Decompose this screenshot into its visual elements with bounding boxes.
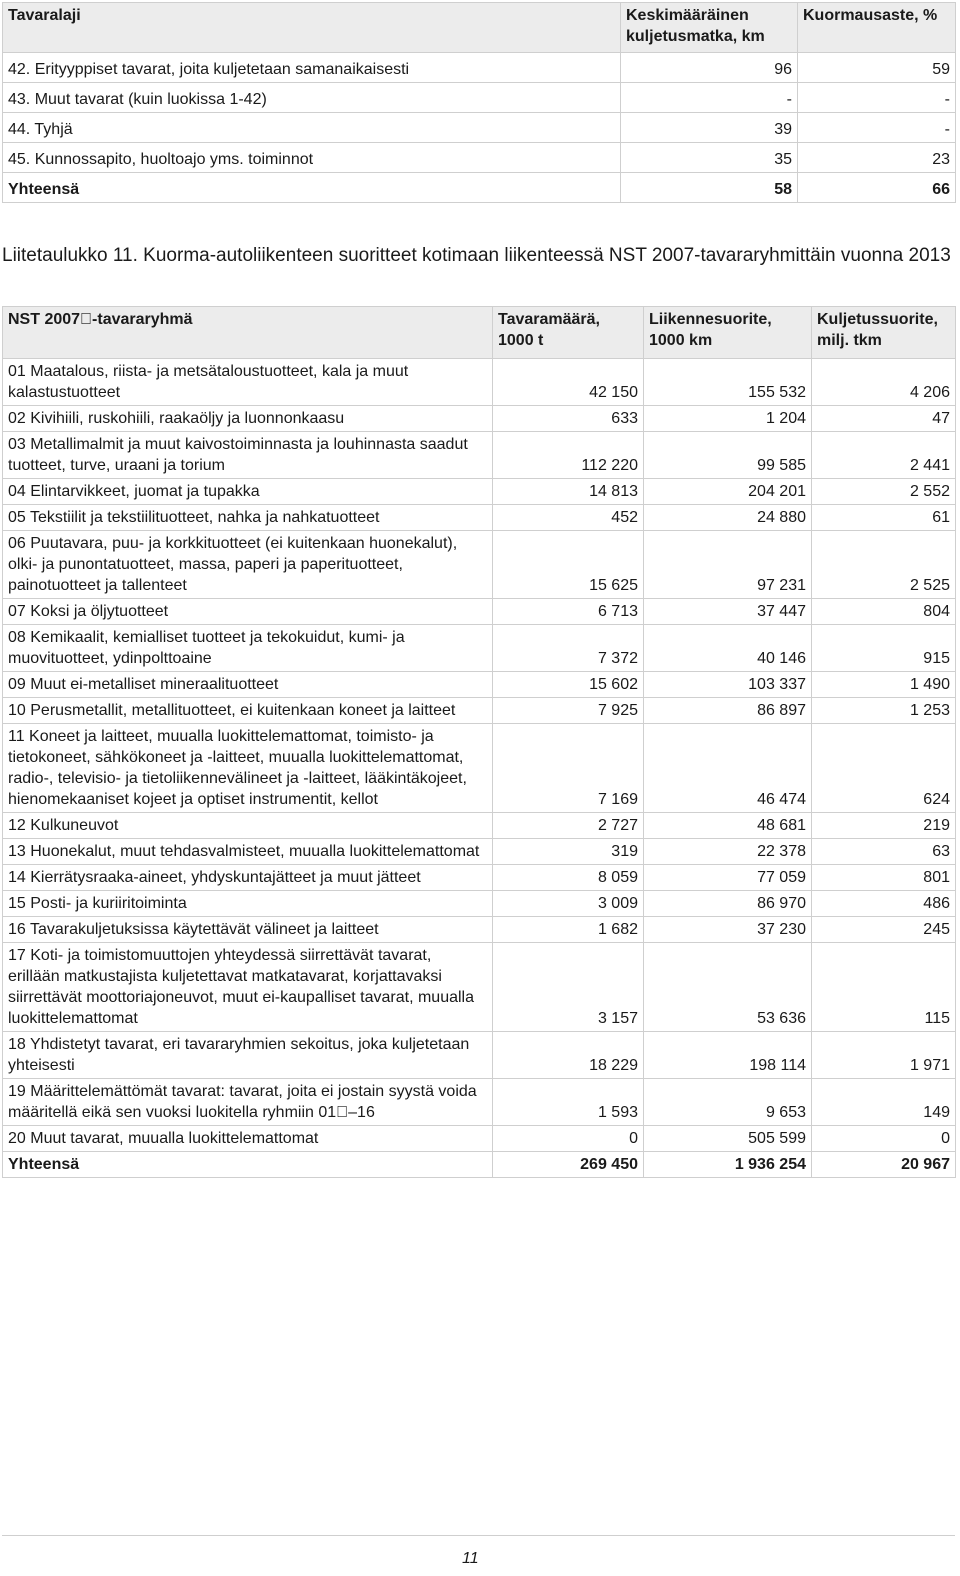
avg-distance-value: - xyxy=(621,83,798,113)
total-tonnage: 269 450 xyxy=(493,1152,644,1178)
vehicle-km-value: 48 681 xyxy=(644,813,812,839)
table-row xyxy=(3,1126,956,1152)
vehicle-km-value: 77 059 xyxy=(644,865,812,891)
tonne-km-value: 115 xyxy=(812,943,956,1032)
table-row xyxy=(3,406,956,432)
vehicle-km-value: 46 474 xyxy=(644,724,812,813)
goods-type-label: 42. Erityyppiset tavarat, joita kuljetetaan samanaikaisesti xyxy=(3,53,621,83)
tonnage-value: 14 813 xyxy=(493,479,644,505)
goods-type-label: 45. Kunnossapito, huoltoajo yms. toiminnot xyxy=(3,143,621,173)
total-row xyxy=(3,1152,956,1178)
vehicle-km-value: 53 636 xyxy=(644,943,812,1032)
table-row xyxy=(3,505,956,531)
load-factor-value: 59 xyxy=(798,53,956,83)
goods-type-label: 44. Tyhjä xyxy=(3,113,621,143)
table-row xyxy=(3,143,956,173)
tonne-km-value: 219 xyxy=(812,813,956,839)
tonnage-value: 3 009 xyxy=(493,891,644,917)
tonnage-value: 42 150 xyxy=(493,359,644,406)
nst-group-label: 18 Yhdistetyt tavarat, eri tavararyhmien sekoitus, joka kuljetetaan yhteisesti xyxy=(3,1032,493,1079)
vehicle-km-value: 86 970 xyxy=(644,891,812,917)
tonnage-value: 15 602 xyxy=(493,672,644,698)
tonnage-value: 8 059 xyxy=(493,865,644,891)
total-label: Yhteensä xyxy=(3,1152,493,1178)
tonnage-value: 112 220 xyxy=(493,432,644,479)
load-factor-value: - xyxy=(798,83,956,113)
vehicle-km-value: 198 114 xyxy=(644,1032,812,1079)
header-nst-group: NST 2007 -tavararyhmä xyxy=(3,307,493,359)
tonnage-value: 7 372 xyxy=(493,625,644,672)
header-vehicle-km: Liikennesuorite, 1000 km xyxy=(644,307,812,359)
nst-group-label: 07 Koksi ja öljytuotteet xyxy=(3,599,493,625)
total-tonne-km: 20 967 xyxy=(812,1152,956,1178)
vehicle-km-value: 97 231 xyxy=(644,531,812,599)
tonnage-value: 18 229 xyxy=(493,1032,644,1079)
tonne-km-value: 915 xyxy=(812,625,956,672)
total-row xyxy=(3,173,956,203)
tonne-km-value: 2 441 xyxy=(812,432,956,479)
tonnage-value: 2 727 xyxy=(493,813,644,839)
vehicle-km-value: 9 653 xyxy=(644,1079,812,1126)
total-load-factor: 66 xyxy=(798,173,956,203)
table-row xyxy=(3,53,956,83)
tonne-km-value: 624 xyxy=(812,724,956,813)
load-factor-value: - xyxy=(798,113,956,143)
nst-group-label: 17 Koti- ja toimistomuuttojen yhteydessä siirrettävät tavarat, erillään matkustajista kuljetettavat matkatavarat, korjattavaksi siirrettävät moottoriajoneuvot, muut ei-kaupalliset tavarat, muualla luokittelemattomat xyxy=(3,943,493,1032)
avg-distance-value: 96 xyxy=(621,53,798,83)
tonne-km-value: 0 xyxy=(812,1126,956,1152)
nst-performance-table xyxy=(2,306,956,1178)
tonnage-value: 633 xyxy=(493,406,644,432)
load-factor-value: 23 xyxy=(798,143,956,173)
goods-type-table xyxy=(2,2,956,203)
table-row xyxy=(3,724,956,813)
nst-group-label: 09 Muut ei-metalliset mineraalituotteet xyxy=(3,672,493,698)
tonnage-value: 1 593 xyxy=(493,1079,644,1126)
total-label: Yhteensä xyxy=(3,173,621,203)
tonnage-value: 3 157 xyxy=(493,943,644,1032)
tonne-km-value: 1 490 xyxy=(812,672,956,698)
table-row xyxy=(3,891,956,917)
table-row xyxy=(3,865,956,891)
avg-distance-value: 39 xyxy=(621,113,798,143)
tonne-km-value: 4 206 xyxy=(812,359,956,406)
table-row xyxy=(3,1079,956,1126)
tonne-km-value: 61 xyxy=(812,505,956,531)
table-caption: Liitetaulukko 11. Kuorma-autoliikenteen suoritteet kotimaan liikenteessä NST 2007-tavararyhmittäin vuonna 2013 xyxy=(2,245,951,266)
vehicle-km-value: 99 585 xyxy=(644,432,812,479)
vehicle-km-value: 155 532 xyxy=(644,359,812,406)
tonne-km-value: 801 xyxy=(812,865,956,891)
page-number: 11 xyxy=(462,1550,479,1567)
table-row xyxy=(3,917,956,943)
vehicle-km-value: 40 146 xyxy=(644,625,812,672)
nst-group-label: 11 Koneet ja laitteet, muualla luokittelemattomat, toimisto- ja tietokoneet, sähkökoneet ja -laitteet, muualla luokittelemattomat, radio-, televisio- ja tietoliikennevälineet ja -laitteet, lääkintäkojeet, hienomekaaniset kojeet ja optiset instrumentit, kellot xyxy=(3,724,493,813)
table-row xyxy=(3,531,956,599)
nst-group-label: 12 Kulkuneuvot xyxy=(3,813,493,839)
tonne-km-value: 63 xyxy=(812,839,956,865)
table-row xyxy=(3,943,956,1032)
nst-group-label: 03 Metallimalmit ja muut kaivostoiminnasta ja louhinnasta saadut tuotteet, turve, uraani ja torium xyxy=(3,432,493,479)
header-goods-type: Tavaralaji xyxy=(3,3,621,53)
nst-group-label: 08 Kemikaalit, kemialliset tuotteet ja tekokuidut, kumi- ja muovituotteet, ydinpolttoaine xyxy=(3,625,493,672)
nst-group-label: 14 Kierrätysraaka-aineet, yhdyskuntajätteet ja muut jätteet xyxy=(3,865,493,891)
vehicle-km-value: 37 230 xyxy=(644,917,812,943)
tonnage-value: 7 925 xyxy=(493,698,644,724)
header-avg-distance: Keskimääräinen kuljetusmatka, km xyxy=(621,3,798,53)
nst-group-label: 16 Tavarakuljetuksissa käytettävät välineet ja laitteet xyxy=(3,917,493,943)
table-row xyxy=(3,359,956,406)
tonne-km-value: 1 971 xyxy=(812,1032,956,1079)
tonnage-value: 7 169 xyxy=(493,724,644,813)
nst-group-label: 05 Tekstiilit ja tekstiilituotteet, nahka ja nahkatuotteet xyxy=(3,505,493,531)
tonne-km-value: 1 253 xyxy=(812,698,956,724)
goods-type-label: 43. Muut tavarat (kuin luokissa 1-42) xyxy=(3,83,621,113)
nst-group-label: 13 Huonekalut, muut tehdasvalmisteet, muualla luokittelemattomat xyxy=(3,839,493,865)
header-row xyxy=(3,307,956,359)
tonne-km-value: 2 552 xyxy=(812,479,956,505)
tonne-km-value: 486 xyxy=(812,891,956,917)
nst-group-label: 20 Muut tavarat, muualla luokittelemattomat xyxy=(3,1126,493,1152)
total-vehicle-km: 1 936 254 xyxy=(644,1152,812,1178)
table-row xyxy=(3,813,956,839)
nst-group-label: 06 Puutavara, puu- ja korkkituotteet (ei kuitenkaan huonekalut), olki- ja punontatuotteet, massa, paperi ja paperituotteet, painotuotteet ja tallenteet xyxy=(3,531,493,599)
table-row xyxy=(3,672,956,698)
table-row xyxy=(3,83,956,113)
total-avg-distance: 58 xyxy=(621,173,798,203)
table-row xyxy=(3,599,956,625)
nst-group-label: 02 Kivihiili, ruskohiili, raakaöljy ja luonnonkaasu xyxy=(3,406,493,432)
header-row xyxy=(3,3,956,53)
header-tonnage: Tavaramäärä, 1000 t xyxy=(493,307,644,359)
vehicle-km-value: 37 447 xyxy=(644,599,812,625)
table-row xyxy=(3,1032,956,1079)
tonne-km-value: 804 xyxy=(812,599,956,625)
tonnage-value: 6 713 xyxy=(493,599,644,625)
avg-distance-value: 35 xyxy=(621,143,798,173)
vehicle-km-value: 505 599 xyxy=(644,1126,812,1152)
table-row xyxy=(3,432,956,479)
footer-divider xyxy=(2,1535,955,1536)
tonnage-value: 1 682 xyxy=(493,917,644,943)
tonne-km-value: 149 xyxy=(812,1079,956,1126)
nst-group-label: 04 Elintarvikkeet, juomat ja tupakka xyxy=(3,479,493,505)
table-row xyxy=(3,113,956,143)
nst-group-label: 10 Perusmetallit, metallituotteet, ei kuitenkaan koneet ja laitteet xyxy=(3,698,493,724)
nst-group-label: 19 Määrittelemättömät tavarat: tavarat, joita ei jostain syystä voida määritellä eikä sen vuoksi luokitella ryhmiin 01 –16 xyxy=(3,1079,493,1126)
vehicle-km-value: 204 201 xyxy=(644,479,812,505)
nst-group-label: 01 Maatalous, riista- ja metsätaloustuotteet, kala ja muut kalastustuotteet xyxy=(3,359,493,406)
tonnage-value: 319 xyxy=(493,839,644,865)
tonnage-value: 15 625 xyxy=(493,531,644,599)
tonne-km-value: 47 xyxy=(812,406,956,432)
vehicle-km-value: 24 880 xyxy=(644,505,812,531)
tonne-km-value: 245 xyxy=(812,917,956,943)
table-row xyxy=(3,839,956,865)
vehicle-km-value: 22 378 xyxy=(644,839,812,865)
table-row xyxy=(3,479,956,505)
vehicle-km-value: 86 897 xyxy=(644,698,812,724)
tonnage-value: 452 xyxy=(493,505,644,531)
vehicle-km-value: 1 204 xyxy=(644,406,812,432)
table-row xyxy=(3,698,956,724)
table-row xyxy=(3,625,956,672)
tonne-km-value: 2 525 xyxy=(812,531,956,599)
tonnage-value: 0 xyxy=(493,1126,644,1152)
vehicle-km-value: 103 337 xyxy=(644,672,812,698)
header-load-factor: Kuormausaste, % xyxy=(798,3,956,53)
nst-group-label: 15 Posti- ja kuriiritoiminta xyxy=(3,891,493,917)
header-tonne-km: Kuljetussuorite, milj. tkm xyxy=(812,307,956,359)
